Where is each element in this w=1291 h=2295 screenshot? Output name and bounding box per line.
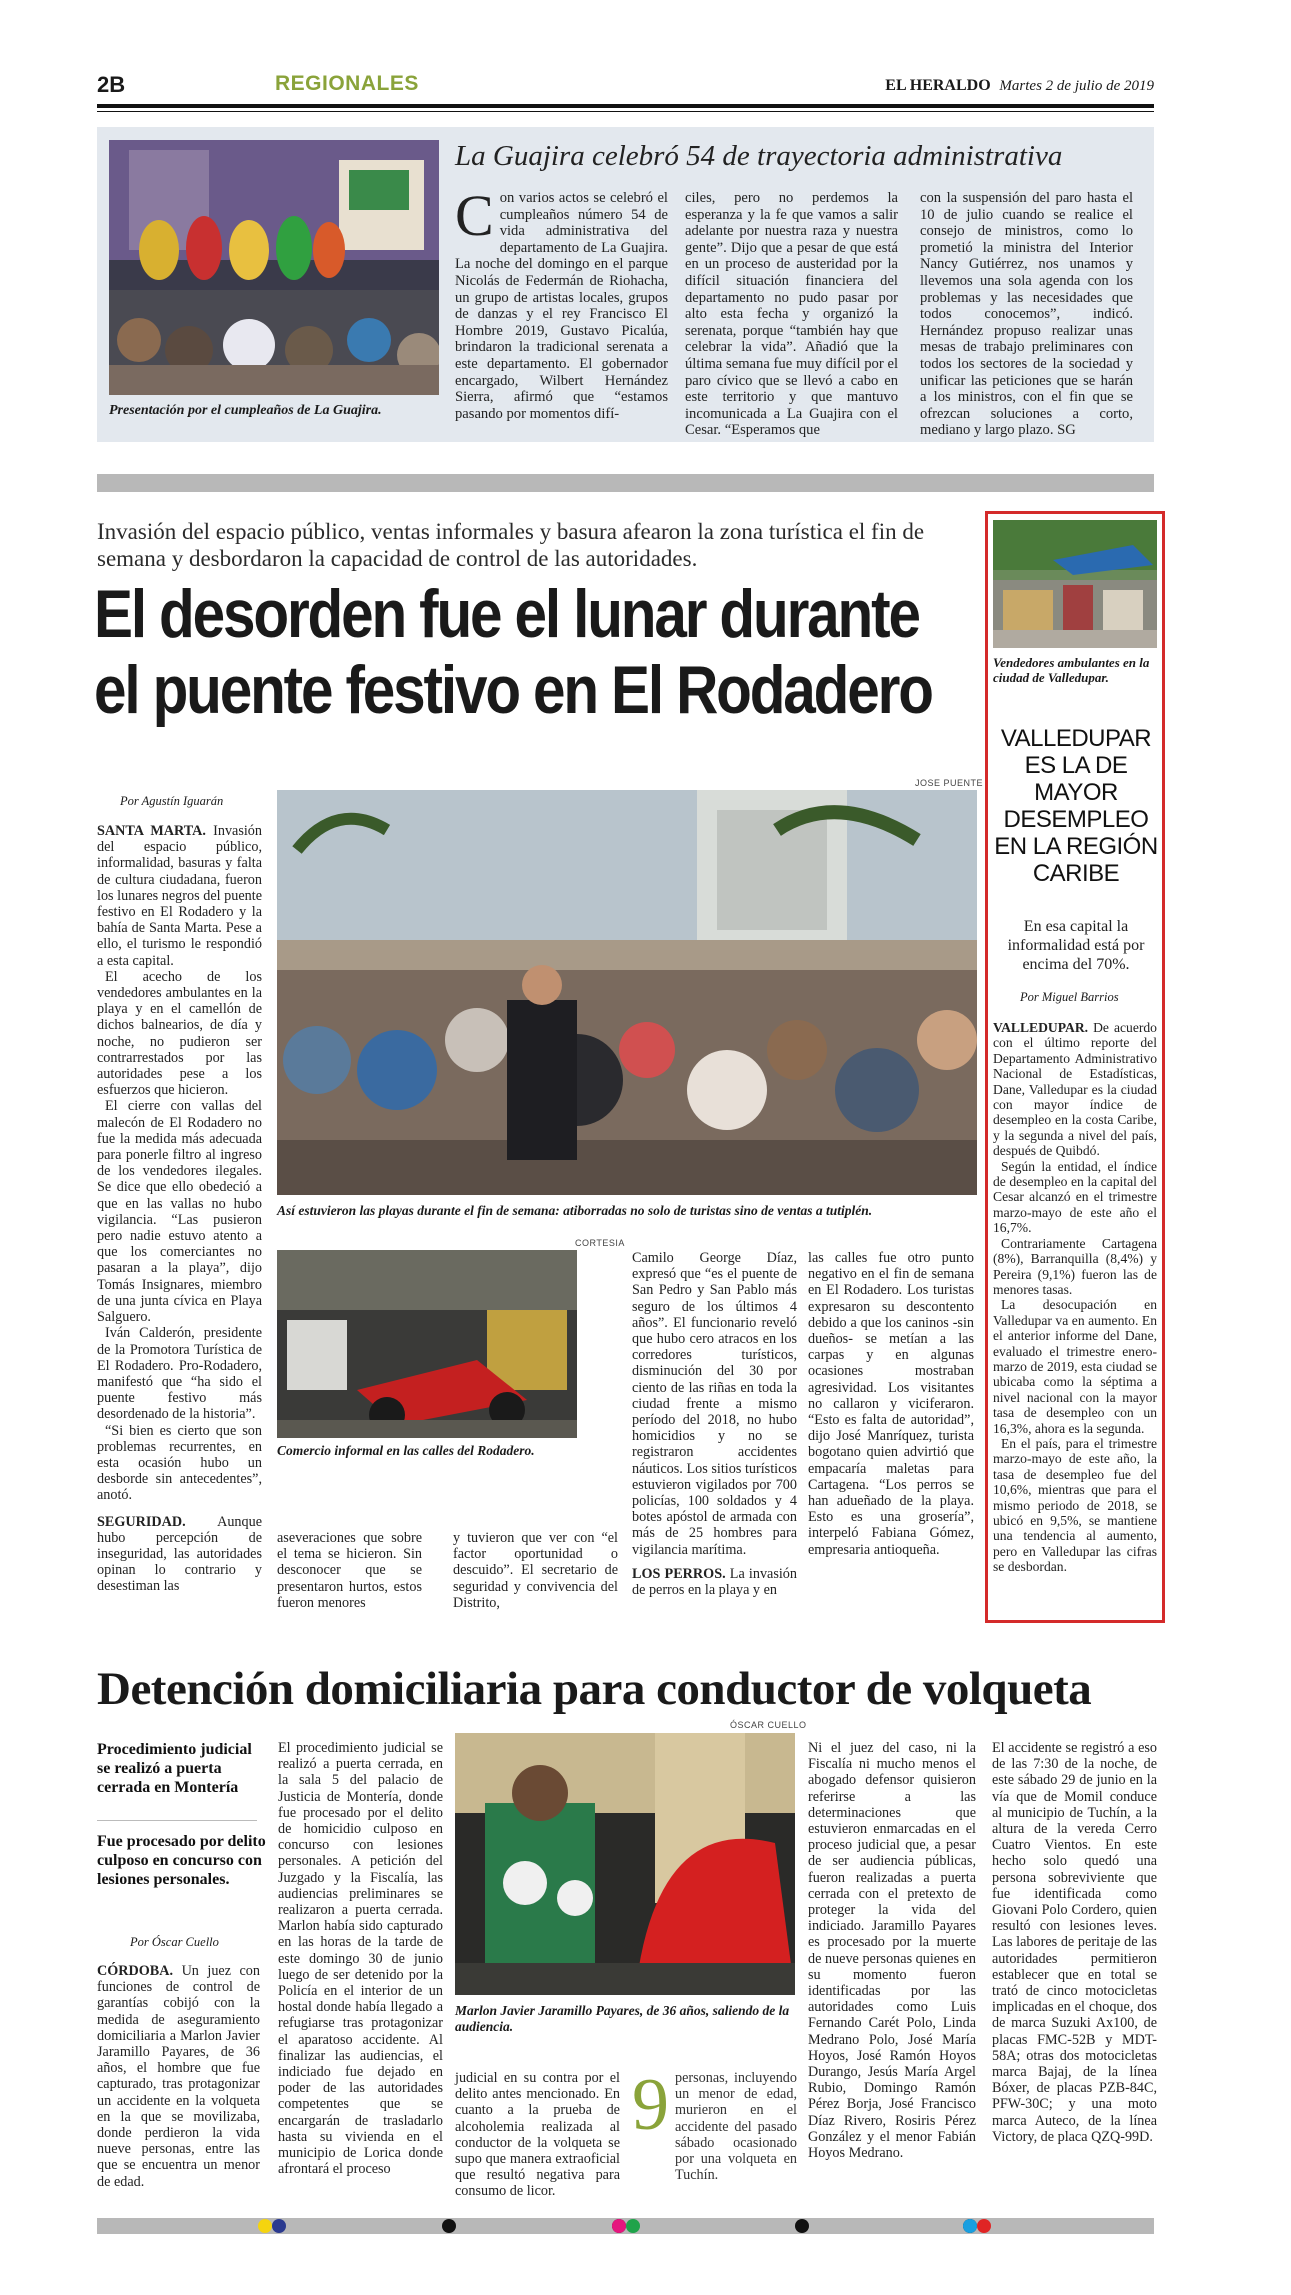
main-kicker: Invasión del espacio público, ventas informales y basura afearon la zona turística el fin de semana y desbordaron la capacidad de control de las autoridades. [97, 519, 925, 571]
main-column-1 [97, 823, 262, 1595]
subhead-perros: LOS PERROS. [632, 1565, 726, 1582]
guajira-photo-caption: Presentación por el cumpleaños de La Guajira. [109, 403, 382, 418]
header-rule [97, 104, 1154, 108]
second-column-5: Ni el juez del caso, ni la Fiscalía ni mucho menos el abogado defensor quisieron referirse a las determinaciones que estuvieron enmarcadas en el proceso judicial que, a pesar de ser audiencia públicas, fueron realizadas a puerta cerrada con el pretexto de proteger la vida del indiciado. Jaramillo Payares es procesado por la muerte de nueve personas quienes en su momento fueron identificadas por las autoridades como Luis Fernando Carét Polo, Linda Medrano Polo, José María Hoyos, José Ramón Hoyos Durango, Jesús María Argel Rubio, Domingo Ramón Pérez Borja, José Francisco Díaz Rivero, Rosiris Pérez González y el menor Fabián Hoyos Medrano. [808, 1740, 976, 2162]
guajira-column-2: ciles, pero no perdemos la esperanza y la fe que vamos a salir adelante por nuestra raza y nuestra gente”. Dijo que a pesar de que está en un proceso de austeridad por la difícil situación financiera del departamento no pudo pasar por alto esta fecha y organizó la serenata, porque “también hay que celebrar la vida”. Añadió que la última semana fue muy difícil por el paro cívico que se llevó a cabo en este territorio y que mantuvo incomunicada a La Guajira con el Cesar. “Esperamos que [685, 190, 898, 439]
nine-callout-text: personas, incluyendo un menor de edad, murieron en el accidente del pasado sábado ocasionado por una volqueta en Tuchín. [675, 2070, 797, 2184]
guajira-text-1: on varios actos se celebró el cumpleaños número 54 de vida administrativa del departamento de La Guajira. La noche del domingo en el parque Nicolás de Federmán de Riohacha, un grupo de artistas locales, grupos de danzas y el rey Francisco El Hombre 2019, Gustavo Picalúa, brindaron la tradicional serenata a este departamento. El gobernador encargado, Wilbert Hernández Sierra, afirmó que “estamos pasando por momentos difí- [455, 190, 668, 422]
main-column-3-bottom: y tuvieron que ver con “el factor oportunidad o descuido”. El secretario de seguridad y convivencia del Distrito, [453, 1530, 618, 1611]
sidebar-p4: La desocupación en Valledupar va en aumento. En el anterior informe del Dane, evaluado el trimestre enero-marzo de 2019, esta ciudad se ubicaba como la séptima a nivel nacional con la mayor tasa de desempleo con un 16,3%, ahora es la segunda. [993, 1297, 1157, 1436]
guajira-column-3: con la suspensión del paro hasta el 10 de julio cuando se realice el consejo de ministros, como lo prometió la ministra del Interior Nancy Gutiérrez, nos unamos y llevemos una sola agenda con los problemas y las necesidades que todos conocemos”, indicó. Hernández propuso realizar unas mesas de trabajo preliminares con todos los sectores de la sociedad y unificar las peticiones que se harán a los ministros, con el fin que se ofrezcan soluciones a corto, mediano y largo plazo. SG [920, 190, 1133, 439]
subhead-seguridad: SEGURIDAD. [97, 1513, 186, 1530]
second-col1-text: Un juez con funciones de control de garantías cobijó con la medida de aseguramiento domiciliaria a Marlon Javier Jaramillo Payares, de 36 años, el hombre que fue capturado, tras protagonizar un accidente en la volqueta en la que se movilizaba, donde perdieron la vida nueve personas, entre las que se encuentra un menor de edad. [97, 1963, 260, 2190]
main-column-4 [632, 1250, 797, 1598]
deck-divider [97, 1820, 257, 1821]
main-column-5: las calles fue otro punto negativo en el fin de semana en El Rodadero. Los turistas expresaron su descontento debido a que los caninos -sin dueños- se metían a las carpas y en algunas ocasiones mostraban agresividad. Los visitantes no callaron y viciferaron. “Esto es falta de autoridad”, dijo José Manríquez, turista bogotano quien advirtió que empacaría maletas para Cartagena. “Los perros se han adueñado de la playa. Esto es una grosería”, interpeló Fabiana Gómez, empresaria antioqueña. [808, 1250, 974, 1558]
sidebar-deck: En esa capital la informalidad está por encima del 70%. [1007, 918, 1145, 973]
paper-name: EL HERALDO [885, 77, 991, 94]
drop-cap: C [455, 183, 494, 248]
registration-dot [963, 2219, 977, 2233]
second-column-1 [97, 1963, 260, 2190]
sidebar-dateline: VALLEDUPAR. [993, 1020, 1089, 1035]
sidebar-p5: En el país, para el trimestre marzo-mayo de este año, la tasa de desempleo fue del 10,6%, mientras que para el mismo periodo de 2018, se ubicó en 9,5%, se mantiene una tendencia al aumento, pero en Valledupar las cifras se desbordan. [993, 1435, 1157, 1575]
main-headline [94, 576, 932, 728]
sidebar-photo [993, 520, 1157, 648]
registration-dot [977, 2219, 991, 2233]
col1-p2: El acecho de los vendedores ambulantes en la playa y en el camellón de dichos balnearios, de día y noche, no pudieron ser contrarrestados por las autoridades pese a los esfuerzos que hicieron. [97, 968, 262, 1099]
sidebar-photo-caption: Vendedores ambulantes en la ciudad de Valledupar. [993, 655, 1150, 685]
second-column-6: El accidente se registró a eso de las 7:30 de la noche, de este sábado 29 de junio en la vía que de Momil conduce al municipio de Tuchín, a la altura de la vereda Cerro Cuatro Vientos. En este hecho solo quedó una persona sobreviviente que fue identificada como Giovani Polo Cordero, quien resultó con lesiones leves. Las labores de peritaje de las autoridades permitieron establecer que en total se trató de cinco motocicletas implicadas en el choque, dos de marca Suzuki Ax100, de placas FMC-52B y MDT-58A; otras dos motocicletas marca Bajaj, de la línea Bóxer, de placas PZB-84C, PFW-30C; y una moto marca Auteco, de la línea Victory, de placa QZQ-99D. [992, 1740, 1157, 2145]
col1-p3: El cierre con vallas del malecón de El Rodadero no fue la medida más adecuada para ponerle filtro al ingreso de los vendedores ilegales. Se dice que ello obedeció a que en las vallas no hubo vigilancia. “Las pusieron pero nadie estuvo atento a que los comerciantes no pasaran a la playa”, dijo Tomás Insignares, miembro de una junta cívica en Playa Salguero. [97, 1098, 262, 1326]
second-photo-credit: ÓSCAR CUELLO [730, 1720, 807, 1730]
col1-p1: Invasión del espacio público, informalidad, basuras y falta de cultura ciudadana, fueron los lunares negros del puente festivo en El Rodadero y la bahía de Santa Marta. Pese a ello, el turismo le respondió a esta capital. [97, 823, 262, 969]
main-byline: Por Agustín Iguarán [120, 794, 224, 808]
headline-line-2: el puente festivo en El Rodadero [94, 652, 932, 728]
main-column-2-bottom: aseveraciones que sobre el tema se hicieron. Sin desconocer que se presentaron hurtos, estos fueron menores [277, 1530, 422, 1611]
col4-text: Camilo George Díaz, expresó que “es el puente de San Pedro y San Pablo más seguro de los últimos 4 años”. El funcionario reveló que hubo cero atracos en los corredores turísticos, disminución del 30 por ciento de las riñas en toda la ciudad frente a mismo período del 2018, no hubo homicidios y no se registraron accidentes náuticos. Los sitios turísticos estuvieron vigilados por 700 policías, 100 soldados y 4 botes apóstol de armada con más de 25 hombres para vigilancia marítima. [632, 1250, 797, 1558]
guajira-photo [109, 140, 439, 395]
second-column-2: El procedimiento judicial se realizó a puerta cerrada, en la sala 5 del palacio de Justicia de Montería, donde fue procesado por el delito de homicidio culposo en concurso con lesiones personales. A petición del Juzgado y la Fiscalía, las audiencias preliminares se realizaron a puerta cerrada. Marlon había sido capturado en las horas de la tarde de este domingo 30 de junio luego de ser detenido por la Policía en el interior de un hostal donde había llegado a refugiarse tras protagonizar el aparatoso accidente. Al finalizar las audiencias, el indiciado fue dejado en poder de las autoridades competentes que se encargarán de trasladarlo hasta su vivienda en el municipio de Lorica donde afrontará el proceso [278, 1740, 443, 2178]
header-rule-thin [97, 111, 1154, 112]
separator-bar [97, 474, 1154, 492]
sidebar-headline: VALLEDUPAR ES LA DE MAYOR DESEMPLEO EN LA REGIÓN CARIBE [994, 725, 1158, 887]
photo2-credit: CORTESIA [575, 1238, 625, 1248]
page-number: 2B [97, 72, 126, 97]
registration-dot [626, 2219, 640, 2233]
second-deck-1: Procedimiento judicial se realizó a puerta cerrada en Montería [97, 1741, 252, 1796]
col1-p6: Aunque hubo percepción de inseguridad, las autoridades opinan lo contrario y desestiman las [97, 1513, 262, 1595]
sidebar-p1: De acuerdo con el último reporte del Departamento Administrativo Nacional de Estadísticas, Dane, Valledupar es la ciudad con mayor índice de desempleo en la costa Caribe, y la segunda a nivel del país, después de Quibdó. [993, 1020, 1157, 1159]
registration-dot [272, 2219, 286, 2233]
dateline: SANTA MARTA. [97, 823, 206, 839]
second-dateline: CÓRDOBA. [97, 1963, 174, 1979]
col1-p5: “Si bien es cierto que son problemas recurrentes, en esta ocasión hubo un desborde sin antecedentes”, anotó. [97, 1422, 262, 1504]
sidebar-byline: Por Miguel Barrios [1020, 990, 1119, 1004]
guajira-headline: La Guajira celebró 54 de trayectoria administrativa [455, 140, 1063, 172]
sidebar-body [993, 1020, 1157, 1575]
section-name: REGIONALES [275, 72, 419, 95]
street-vendors-photo [277, 1250, 577, 1438]
registration-dot [795, 2219, 809, 2233]
second-headline: Detención domiciliaria para conductor de volqueta [97, 1663, 1092, 1715]
issue-date: Martes 2 de julio de 2019 [999, 78, 1154, 94]
guajira-column-1 [455, 183, 668, 422]
headline-line-1: El desorden fue el lunar durante [94, 576, 919, 652]
street-vendors-caption: Comercio informal en las calles del Rodadero. [277, 1443, 535, 1458]
driver-photo-caption: Marlon Javier Jaramillo Payares, de 36 años, saliendo de la audiencia. [455, 2003, 790, 2034]
second-column-3-bottom: judicial en su contra por el delito antes mencionado. En cuanto a la prueba de alcoholemia realizada al conductor de la volqueta se supo que manera extraoficial que resultó negativa para consumo de licor. [455, 2070, 620, 2200]
driver-photo [455, 1733, 795, 1995]
second-deck-2: Fue procesado por delito culposo en concurso con lesiones personales. [97, 1833, 266, 1888]
registration-dot [442, 2219, 456, 2233]
col1-p4: Iván Calderón, presidente de la Promotora Turística de El Rodadero. Pro-Rodadero, manifestó que “ha sido el puente festivo más desordenado de la historia”. [97, 1325, 262, 1423]
main-photo-credit: JOSE PUENTE [915, 778, 984, 788]
masthead-date [885, 76, 1154, 95]
registration-dot [612, 2219, 626, 2233]
beach-photo [277, 790, 977, 1195]
col4-end: La invasión de perros en la playa y en [632, 1565, 797, 1599]
nine-callout-number: 9 [632, 2064, 669, 2146]
second-byline: Por Óscar Cuello [130, 1935, 219, 1949]
registration-dot [258, 2219, 272, 2233]
beach-photo-caption: Así estuvieron las playas durante el fin de semana: atiborradas no solo de turistas sino de ventas a tutiplén. [277, 1203, 873, 1218]
sidebar-p2: Según la entidad, el índice de desempleo en la capital del Cesar alcanzó en el trimestre marzo-mayo de este año el 16,7%. [993, 1158, 1157, 1236]
sidebar-p3: Contrariamente Cartagena (8%), Barranquilla (8,4%) y Pereira (9,1%) fueron las de menores tasas. [993, 1235, 1157, 1297]
